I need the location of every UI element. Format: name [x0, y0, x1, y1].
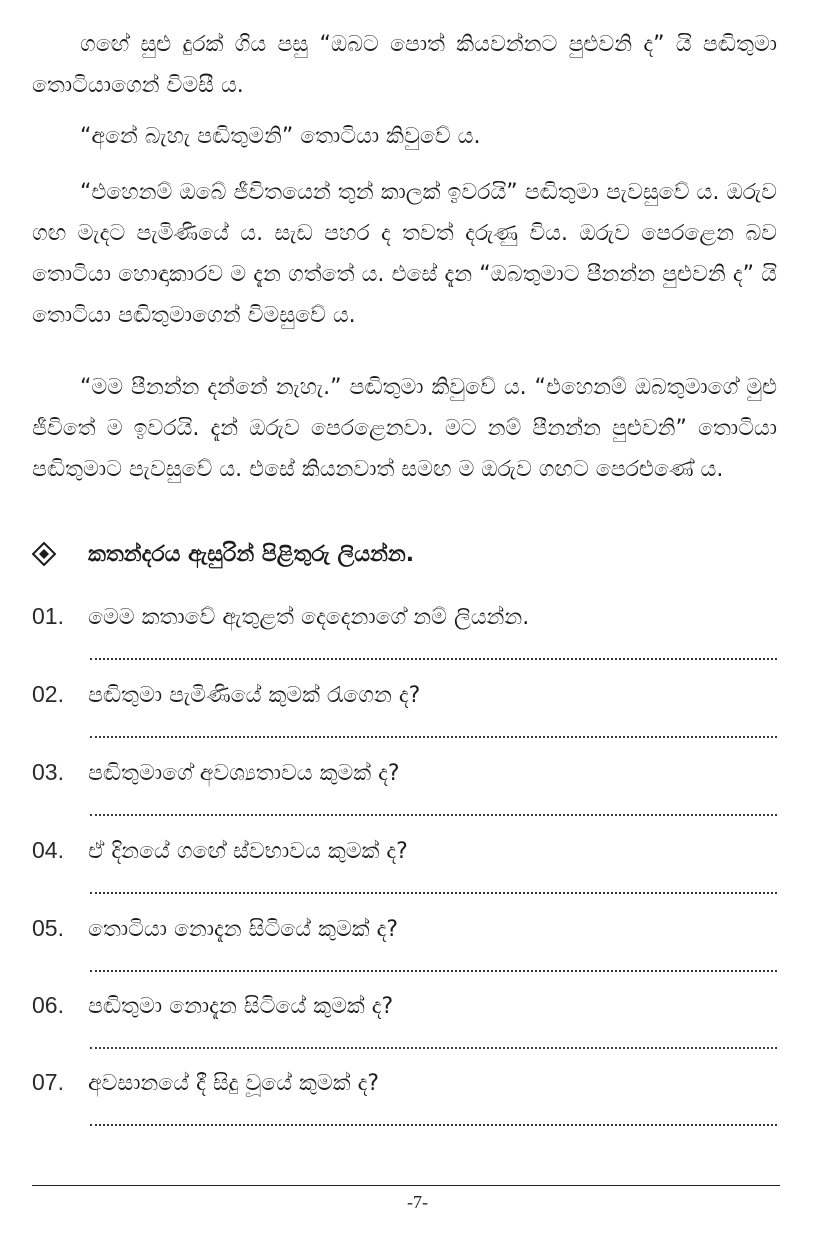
story-paragraph-2: “අනේ බැහැ පඬිතුමනි” තොටියා කිවුවේ ය.: [80, 124, 481, 149]
question-number: 01.: [32, 603, 64, 629]
story-paragraph-1: ගඟේ සුළු දුරක් ගිය පසු “ඔබට පොත් කියවන්නට පුළුවනි ද” යි පඬිතුමා තොටියාගෙන් විමසී ය.: [32, 32, 777, 98]
answer-line-4[interactable]: [90, 870, 777, 894]
answer-line-3[interactable]: [90, 792, 777, 816]
question-number: 02.: [32, 681, 64, 707]
exercise-instruction: [32, 534, 777, 574]
question-number: 03.: [32, 759, 64, 785]
question-item-2: [32, 674, 777, 752]
footer-divider: [32, 1185, 780, 1186]
question-number: 07.: [32, 1069, 64, 1095]
story-paragraph-4: “මම පීනන්න දන්නේ නැහැ.” පඬිතුමා කිවුවේ ය. “එහෙනම් ඔබතුමාගේ මුළු ජීවිතේ ම ඉවරයි. දැන් ඔරුව පෙරළෙනවා. මට නම් පීනන්න පුළුවනි” තොටියා පඬිතුමාට පැවසුවේ ය. එසේ කියනවාත් සමඟ ම ඔරුව ගඟට පෙරළුණේ ය.: [32, 375, 777, 482]
question-number: 05.: [32, 915, 64, 941]
instruction-text: කතන්දරය ඇසුරින් පිළිතුරු ලියන්න.: [88, 541, 415, 567]
question-text: පඬිතුමා පැමිණියේ කුමක් රැගෙන ද?: [88, 683, 421, 708]
question-text: ඒ දිනයේ ගඟේ ස්වභාවය කුමක් ද?: [88, 839, 408, 864]
question-item-5: [32, 908, 777, 986]
question-item-7: [32, 1062, 777, 1140]
question-text: තොටියා නොදැන සිටියේ කුමක් ද?: [88, 917, 399, 942]
answer-line-1[interactable]: [90, 636, 777, 660]
question-text: පඬිතුමා නොදැන සිටියේ කුමක් ද?: [88, 994, 394, 1019]
question-text: අවසානයේ දී සිදු වූයේ කුමක් ද?: [88, 1071, 380, 1096]
answer-line-2[interactable]: [90, 714, 777, 738]
question-number: 06.: [32, 992, 64, 1018]
question-item-4: [32, 830, 777, 908]
diamond-bullet-icon: [32, 542, 56, 566]
answer-line-6[interactable]: [90, 1025, 777, 1049]
answer-line-5[interactable]: [90, 948, 777, 972]
page-number: -7-: [407, 1192, 428, 1212]
answer-line-7[interactable]: [90, 1102, 777, 1126]
question-number: 04.: [32, 837, 64, 863]
question-text: මෙම කතාවේ ඇතුළත් දෙදෙනාගේ නම් ලියන්න.: [88, 605, 530, 630]
question-item-6: [32, 985, 777, 1063]
question-item-1: [32, 596, 777, 674]
question-item-3: [32, 752, 777, 830]
question-text: පඬිතුමාගේ අවශ්‍යතාවය කුමක් ද?: [88, 761, 400, 786]
story-paragraph-3: “එහෙනම් ඔබේ ජීවිතයෙන් තුන් කාලක් ඉවරයි” පඬිතුමා පැවසුවේ ය. ඔරුව ගඟ මැදට පැමිණියේ ය. සැඩ පහර ද තවත් දරුණු විය. ඔරුව පෙරළෙන බව තොටියා හොඳාකාරව ම දැන ගත්තේ ය. එසේ දැන “ඔබතුමාට පීනන්න පුළුවනි ද” යි තොටියා පඬිතුමාගෙන් විමසුවේ ය.: [32, 180, 777, 328]
